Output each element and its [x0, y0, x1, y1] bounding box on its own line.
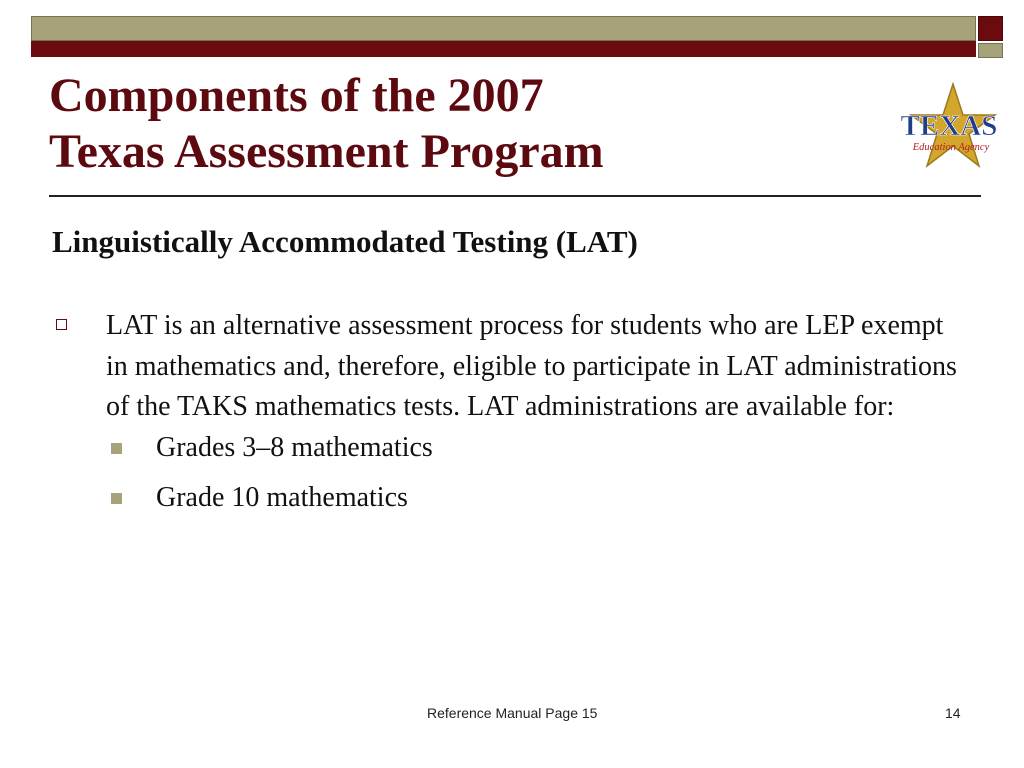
slide-title-line-1: Components of the 2007: [49, 69, 544, 122]
hollow-square-bullet-icon: [56, 319, 67, 330]
header-bar-olive: [31, 16, 976, 41]
filled-square-bullet-icon: [111, 443, 122, 454]
header-square-olive: [978, 43, 1003, 58]
header-bar-maroon: [31, 41, 976, 57]
bullet-level-1: [52, 306, 972, 428]
bullet-level-2: [52, 478, 972, 518]
tea-logo: [893, 82, 1005, 174]
sub-bullet-text: Grades 3–8 mathematics: [156, 431, 433, 463]
slide-title: [49, 68, 849, 180]
page-number: 14: [945, 705, 961, 721]
slide-title-line-2: Texas Assessment Program: [49, 125, 604, 179]
bullet-text: LAT is an alternative assessment process for students who are LEP exempt in mathematics and, therefore, eligible to participate in LAT administrations of the TAKS mathematics tests. LAT administrations are available for:: [106, 310, 957, 422]
logo-word: TEXAS: [900, 110, 998, 142]
logo-tagline: Education Agency: [912, 142, 990, 153]
slide-body: [52, 306, 972, 518]
slide-subtitle: Linguistically Accommodated Testing (LAT): [52, 224, 638, 259]
filled-square-bullet-icon: [111, 493, 122, 504]
sub-bullet-text: Grade 10 mathematics: [156, 481, 408, 513]
bullet-level-2: [52, 428, 972, 468]
footer-text: Reference Manual Page 15: [427, 705, 598, 721]
title-divider: [49, 195, 981, 197]
header-square-maroon: [978, 16, 1003, 41]
